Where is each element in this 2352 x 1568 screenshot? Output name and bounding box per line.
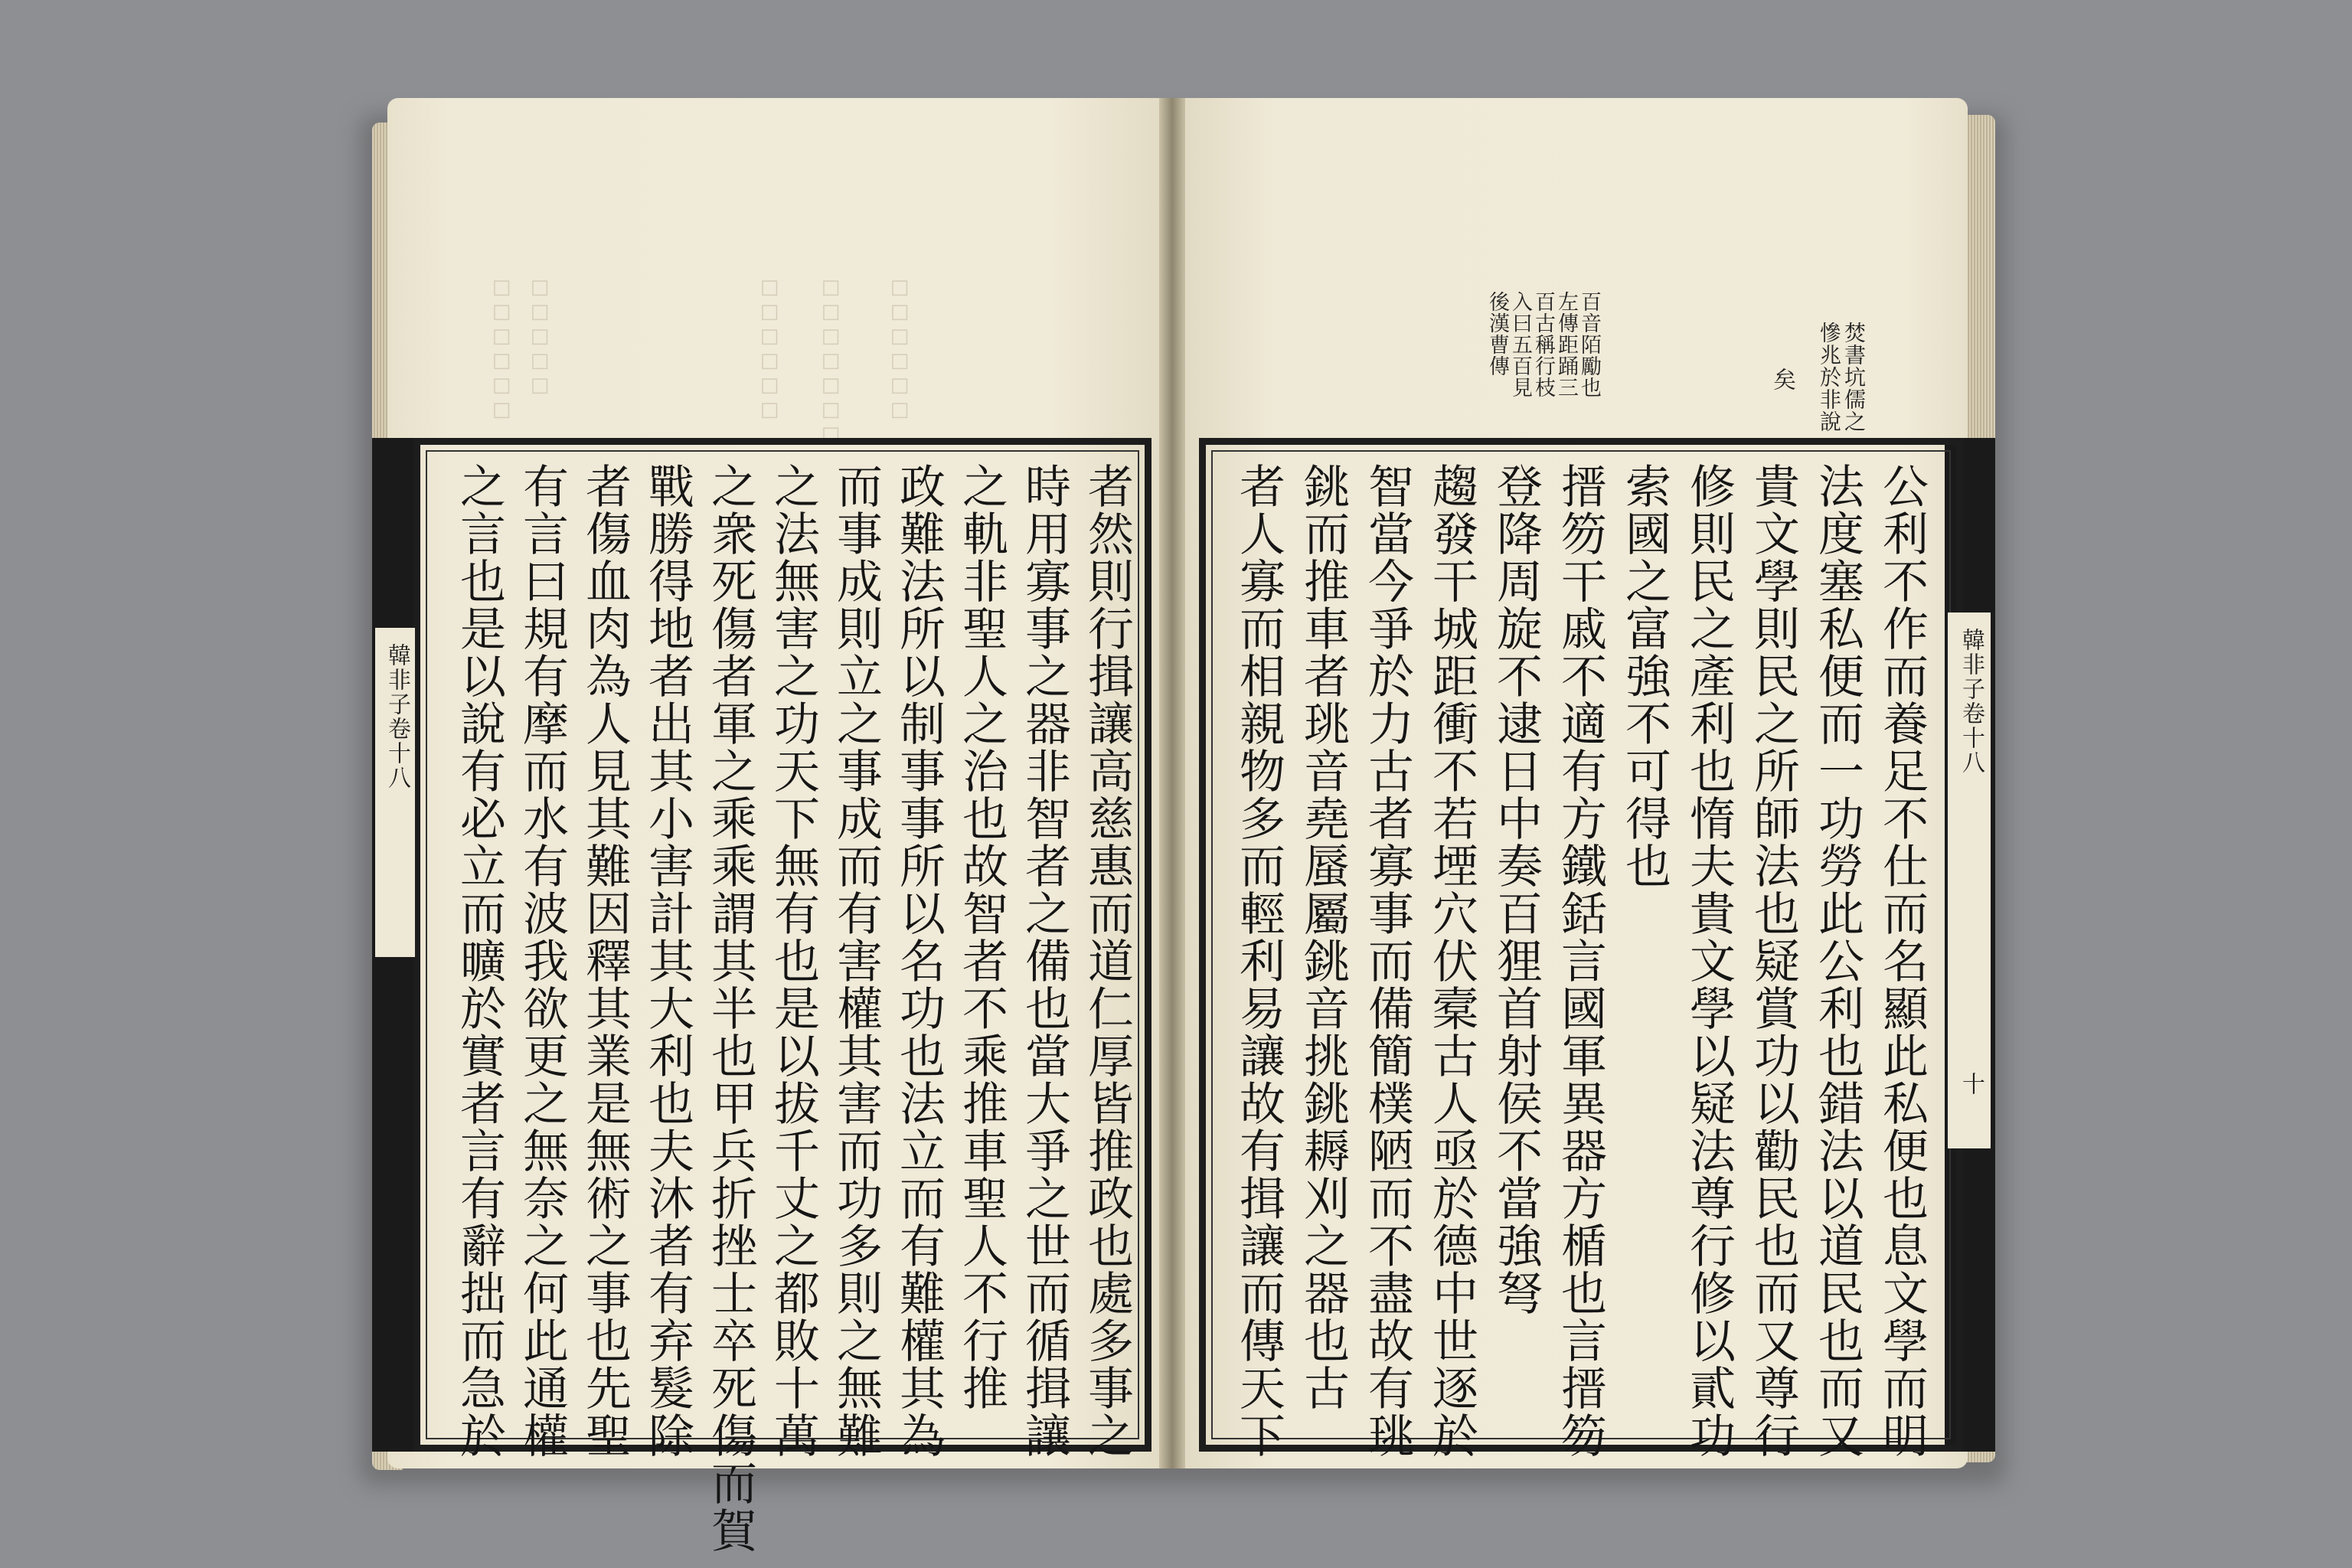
left-text-column: 之軌非聖人之治也故智者不乘推車聖人不行推 [955,462,1008,1412]
left-text-column: 時用寡事之器非智者之備也當大爭之世而循揖讓 [1018,462,1071,1459]
right-text-column: 索國之富強不可得也 [1618,462,1671,890]
right-text-column: 修則民之產利也惰夫貴文學以疑法尊行修以貳功 [1682,462,1736,1459]
bleed-through: □□□□□□□ [819,276,842,447]
right-text-column: 公利不作而養足不仕而名顯此私便也息文學而明 [1875,462,1929,1459]
bleed-through: □□□□□□ [490,276,513,423]
left-text-column: 而事成則立之事成而有害權其害而功多則之無難 [829,462,883,1459]
right-margin-title: 韓非子卷十八 [1958,628,1984,775]
left-text-column: 者然則行揖讓高慈惠而道仁厚皆推政也處多事之 [1080,462,1134,1459]
annotation-line: 百古稱行枝 [1531,291,1555,398]
left-text-column: 之言也是以說有必立而曠於實者言有辭拙而急於 [452,462,506,1459]
bleed-through: □□□□□ [528,276,551,398]
annotation-line: 左傳距踊三 [1554,291,1578,398]
left-text-column: 戰勝得地者出其小害計其大利也夫沐者有弃髮除 [641,462,694,1459]
left-text-column: 之法無害之功天下無有也是以拔千丈之都敗十萬 [766,462,820,1459]
right-text-column: 銚而推車者珧音堯蜃屬銚音挑銚耨刈之器也古 [1296,462,1350,1412]
prev-end-line: 焚書坑儒之 [1841,322,1867,433]
right-text-column: 登降周旋不逮日中奏百狸首射侯不當強弩 [1489,462,1543,1317]
left-text-column: 政難法所以制事事所以名功也法立而有難權其為 [892,462,946,1459]
annotation-line: 入曰五百見 [1508,291,1532,398]
prev-end-line: 矣 [1769,368,1795,391]
book-gutter [1159,98,1185,1468]
left-text-column: 之衆死傷者軍之乘乘謂其半也甲兵折挫士卒死傷而賀 [704,462,757,1554]
left-text-column: 者傷血肉為人見其難因釋其業是無術之事也先聖 [578,462,632,1459]
right-text-column: 貴文學則民之所師法也疑賞功以勸民也而又尊行 [1746,462,1800,1459]
right-folio-number: 十 [1958,1072,1984,1096]
right-text-column: 搢笏干戚不適有方鐵銛言國軍異器方楯也言搢笏 [1553,462,1607,1459]
annotation-line: 後漢曹傳 [1485,291,1509,377]
bleed-through: □□□□□□ [888,276,911,423]
right-text-column: 者人寡而相親物多而輕利易讓故有揖讓而傳天下 [1232,462,1285,1459]
right-text-column: 趨發干城距衝不若堙穴伏槖古人亟於德中世逐於 [1425,462,1478,1459]
annotation-line: 百音陌勵也 [1577,291,1601,398]
left-margin-title: 韓非子卷十八 [384,643,410,790]
right-text-column: 智當今爭於力古者寡事而備簡樸陋而不盡故有珧 [1361,462,1414,1459]
right-text-column: 法度塞私便而一功勞此公利也錯法以道民也而又 [1811,462,1864,1459]
left-text-column: 有言曰規有摩而水有波我欲更之無奈之何此通權 [515,462,569,1459]
prev-end-line: 慘兆於非說 [1817,322,1842,433]
bleed-through: □□□□□□ [758,276,781,423]
